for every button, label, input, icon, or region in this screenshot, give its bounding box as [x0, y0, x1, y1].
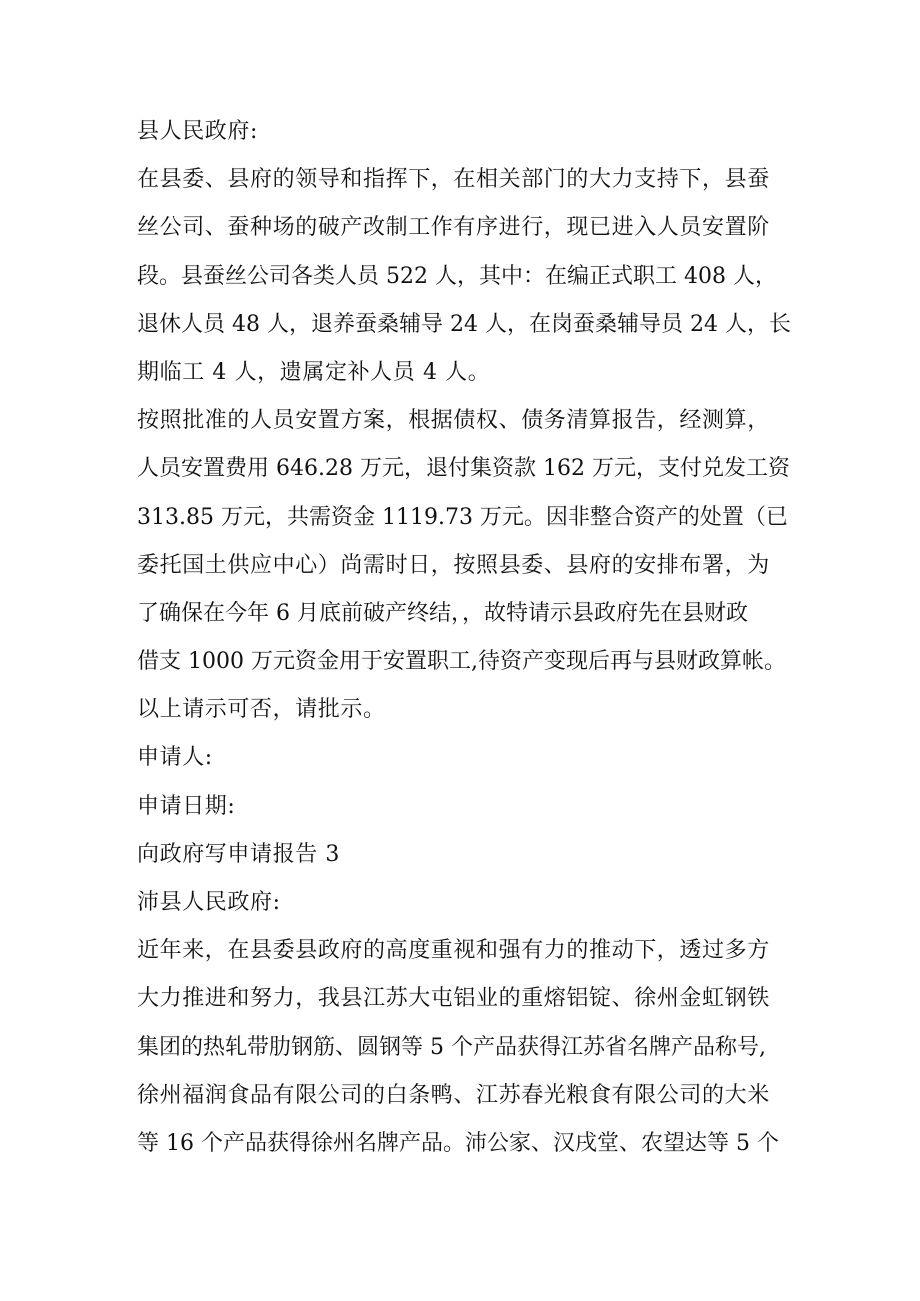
application-date-label: 申请日期: [137, 793, 236, 819]
paragraph-line: 人员安置费用 646.28 万元，退付集资款 162 万元，支付兑发工资 [137, 456, 790, 482]
paragraph-line: 近年来，在县委县政府的高度重视和强有力的推动下，透过多方 [137, 938, 770, 964]
paragraph-line: 等 16 个产品获得徐州名牌产品。沛公家、汉戌堂、农望达等 5 个 [137, 1130, 779, 1156]
paragraph-line: 313.85 万元，共需资金 1119.73 万元。因非整合资产的处置（已 [137, 504, 788, 530]
paragraph-line: 段。县蚕丝公司各类人员 522 人，其中：在编正式职工 408 人， [137, 263, 777, 289]
salutation-line: 县人民政府: [137, 119, 259, 144]
paragraph-line: 集团的热轧带肋钢筋、圆钢等 5 个产品获得江苏省名牌产品称号, [137, 1034, 766, 1060]
applicant-label: 申请人: [137, 745, 213, 771]
paragraph-line: 徐州福润食品有限公司的白条鸭、江苏春光粮食有限公司的大米 [137, 1082, 770, 1108]
closing-line: 以上请示可否，请批示。 [137, 697, 386, 723]
paragraph-line: 按照批准的人员安置方案，根据债权、债务清算报告，经测算， [137, 408, 770, 434]
salutation-line: 沛县人民政府: [137, 890, 281, 915]
paragraph-line: 了确保在今年 6 月底前破产终结，，故特请示县政府先在县财政 [137, 600, 748, 626]
paragraph-line: 大力推进和努力，我县江苏大屯铝业的重熔铝锭、徐州金虹钢铁 [137, 986, 770, 1012]
paragraph-line: 委托国土供应中心）尚需时日，按照县委、县府的安排布署，为 [137, 552, 770, 578]
paragraph-line: 丝公司、蚕种场的破产改制工作有序进行，现已进入人员安置阶 [137, 215, 770, 241]
document-body [137, 108, 797, 1168]
paragraph-line: 退休人员 48 人，退养蚕桑辅导 24 人，在岗蚕桑辅导员 24 人，长 [137, 311, 791, 337]
section-title: 向政府写申请报告 3 [137, 841, 340, 867]
paragraph-line: 期临工 4 人，遗属定补人员 4 人。 [137, 359, 491, 385]
paragraph-line: 在县委、县府的领导和指挥下，在相关部门的大力支持下，县蚕 [137, 167, 770, 193]
paragraph-line: 借支 1000 万元资金用于安置职工,待资产变现后再与县财政算帐。 [137, 649, 786, 675]
